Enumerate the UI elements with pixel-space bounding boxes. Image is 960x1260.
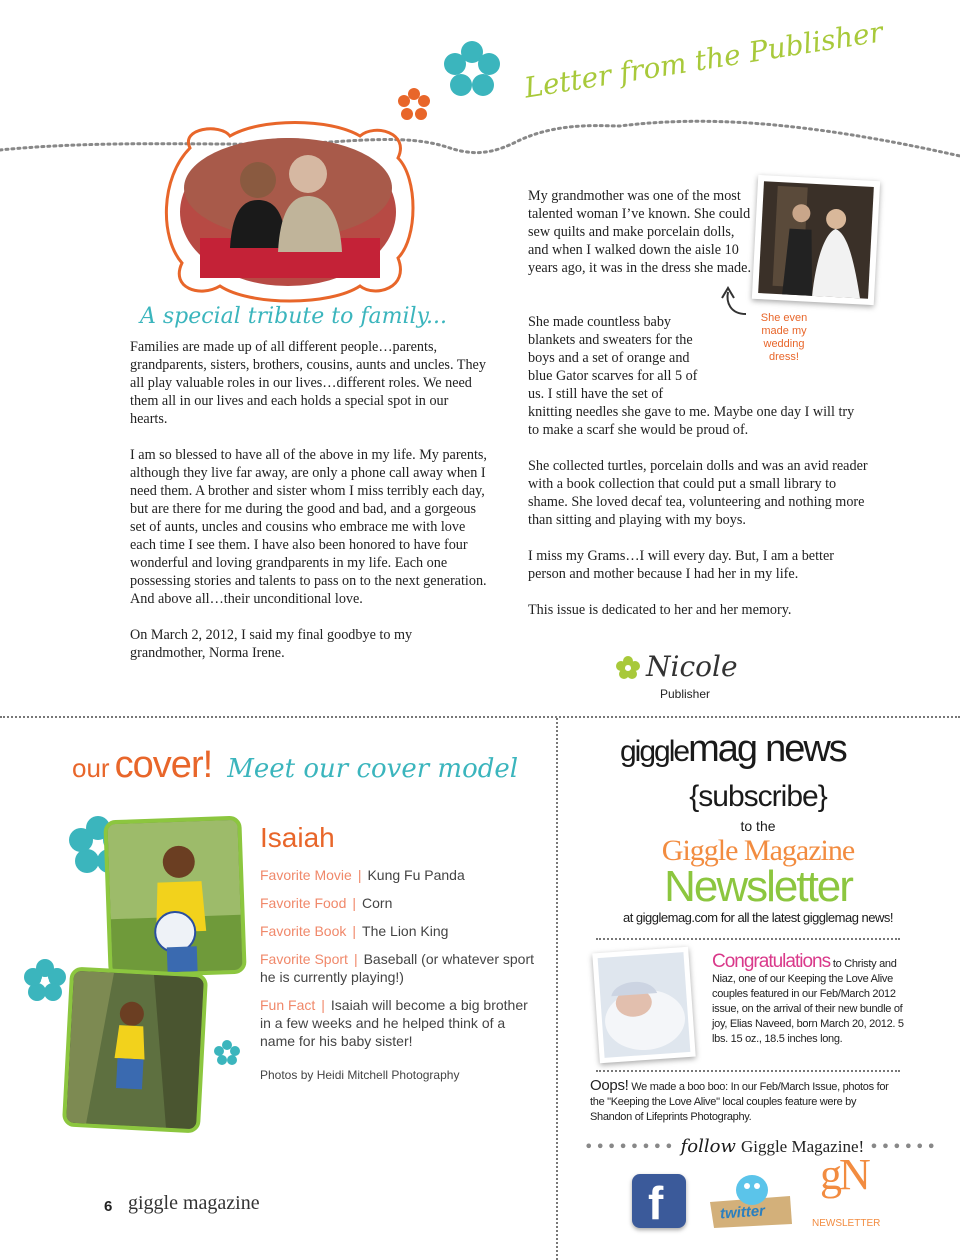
signature: Nicole — [646, 650, 738, 683]
tribute-paragraph: Families are made up of all different people…parents, grandparents, sisters, brothers, cousins, aunts and uncles. They all play valuable roles in our lives…different roles. We need them all in our lives and each holds a special spot in our hearts. — [130, 339, 486, 427]
congratulations-block — [712, 951, 916, 1047]
letter-paragraph: She made countless baby blankets and sweaters for the boys and a set of orange and blue Gator scarves for all 5 of us. I still have the set of — [528, 314, 698, 402]
letter-paragraph: My grandmother was one of the most talented woman I’ve known. She could sew quilts and make porcelain dolls, and when I walked down the aisle 10 years ago, it was in the dress she made. — [528, 188, 751, 276]
favorite-value: Baseball (or whatever sport he is currently playing!) — [260, 951, 534, 985]
oops-heading: Oops! — [590, 1077, 629, 1094]
tribute-heading: A special tribute to family... — [140, 304, 448, 329]
wedding-photo — [752, 175, 880, 305]
cover-heading — [72, 744, 518, 787]
favorite-movie: Favorite Movie | Kung Fu Panda — [260, 867, 465, 883]
facebook-icon[interactable]: f — [632, 1174, 686, 1228]
fun-fact: Fun Fact | Isaiah will become a big brother in a few weeks and he helped think of a name for his baby sister! — [260, 997, 528, 1049]
cover-heading-our: our — [72, 753, 110, 783]
follow-text: Giggle Magazine! — [740, 1137, 865, 1156]
baby-photo — [592, 947, 695, 1063]
favorite-value: Isaiah will become a big brother in a few weeks and he helped think of a name for his baby sister! — [260, 997, 528, 1049]
tribute-paragraph: On March 2, 2012, I said my final goodbye to my grandmother, Norma Irene. — [130, 627, 413, 661]
news-divider — [596, 938, 900, 940]
page-title: Letter from the Publisher — [522, 15, 886, 105]
photo-credit: Photos by Heidi Mitchell Photography — [260, 1068, 460, 1082]
twitter-icon[interactable]: twitter — [706, 1172, 796, 1230]
letter-paragraph: She collected turtles, porcelain dolls and was an avid reader with a book collection that could put a small library to shame. She loved decaf tea, volunteering and nothing more than sitting and playing with my boys. — [528, 458, 868, 528]
follow-script: follow — [680, 1136, 736, 1157]
oops-body: We made a boo boo: In our Feb/March Issue, photos for the "Keeping the Love Alive" local couples feature were by Shandon of Lifeprints Photography. — [590, 1081, 889, 1123]
brand-news: news — [765, 728, 846, 770]
tribute-text — [130, 338, 488, 680]
cover-photo-2 — [62, 966, 208, 1133]
newsletter-icon[interactable]: gN NEWSLETTER — [812, 1150, 881, 1229]
footer-magazine-name: giggle magazine — [128, 1192, 260, 1214]
orange-flower-icon — [398, 88, 430, 120]
brand-mag: mag — [688, 728, 756, 770]
oops-block — [590, 1078, 900, 1125]
giggle-magazine-text: Giggle Magazine — [661, 834, 855, 867]
favorite-label: Fun Fact — [260, 997, 316, 1013]
tribute-paragraph: I am so blessed to have all of the above in my life. My parents, although they live far away, are only a phone call away when I need them. A brother and sister whom I miss terribly each day, but are there for me during the good and bad, and a gorgeous set of aunts, uncles and cousins who embrace me with love each time I see them. I have also been honored to have four wonderful and loving grandparents in my life. Each one possessing stories and talents to pass on to the next generation. And above all…their unconditional love. — [130, 447, 487, 607]
brand-giggle: giggle — [620, 735, 689, 768]
signature-title: Publisher — [660, 687, 711, 701]
teal-flower-icon — [444, 41, 500, 96]
favorite-label: Favorite Food — [260, 895, 347, 911]
page-number: 6 — [104, 1198, 113, 1215]
favorite-label: Favorite Movie — [260, 867, 352, 883]
favorite-label: Favorite Sport — [260, 951, 348, 967]
family-photo — [160, 118, 420, 308]
congratulations-heading: Congratulations — [712, 951, 831, 972]
favorite-sport: Favorite Sport | Baseball (or whatever sport he is currently playing!) — [260, 951, 534, 985]
teal-flower-icon — [18, 954, 72, 1008]
newsletter-text: Newsletter — [664, 862, 852, 911]
favorite-value: Kung Fu Panda — [367, 867, 465, 883]
news-brand — [620, 728, 846, 771]
cover-photo-1 — [103, 816, 246, 979]
cover-heading-cover: cover! — [114, 744, 213, 786]
to-the-text: to the — [740, 818, 776, 834]
subscribe-heading: {subscribe} — [689, 780, 827, 813]
green-flower-icon — [614, 654, 642, 682]
newsletter-tagline: at gigglemag.com for all the latest gigglemag news! — [622, 910, 894, 925]
cover-model-name: Isaiah — [260, 822, 335, 853]
favorite-value: The Lion King — [362, 923, 449, 939]
favorite-label: Favorite Book — [260, 923, 347, 939]
letter-paragraph: knitting needles she gave to me. Maybe one day I will try to make a scarf she would be proud of. — [528, 404, 855, 438]
teal-flower-icon — [210, 1036, 244, 1070]
curved-arrow-icon — [716, 284, 756, 324]
favorite-book: Favorite Book | The Lion King — [260, 923, 449, 939]
section-divider — [0, 716, 960, 718]
news-divider — [596, 1070, 900, 1072]
letter-paragraph: This issue is dedicated to her and her memory. — [528, 602, 792, 618]
cover-heading-meet: Meet our cover model — [227, 754, 519, 784]
follow-line: •••••••• follow Giggle Magazine! •••••• — [584, 1136, 938, 1157]
favorite-food: Favorite Food | Corn — [260, 895, 393, 911]
letter-paragraph: I miss my Grams…I will every day. But, I am a better person and mother because I had her in my life. — [528, 548, 835, 582]
favorite-value: Corn — [362, 895, 393, 911]
congratulations-body: to Christy and Niaz, one of our Keeping the Love Alive couples featured in our Feb/March 2012 issue, on the arrival of their new bundle of joy, Elias Naveed, born March 20, 2012. 5 lbs. 15 oz., 18.5 inches long. — [712, 958, 904, 1045]
wedding-note: She even made my wedding dress! — [760, 312, 808, 363]
cover-favorites — [260, 866, 536, 1060]
